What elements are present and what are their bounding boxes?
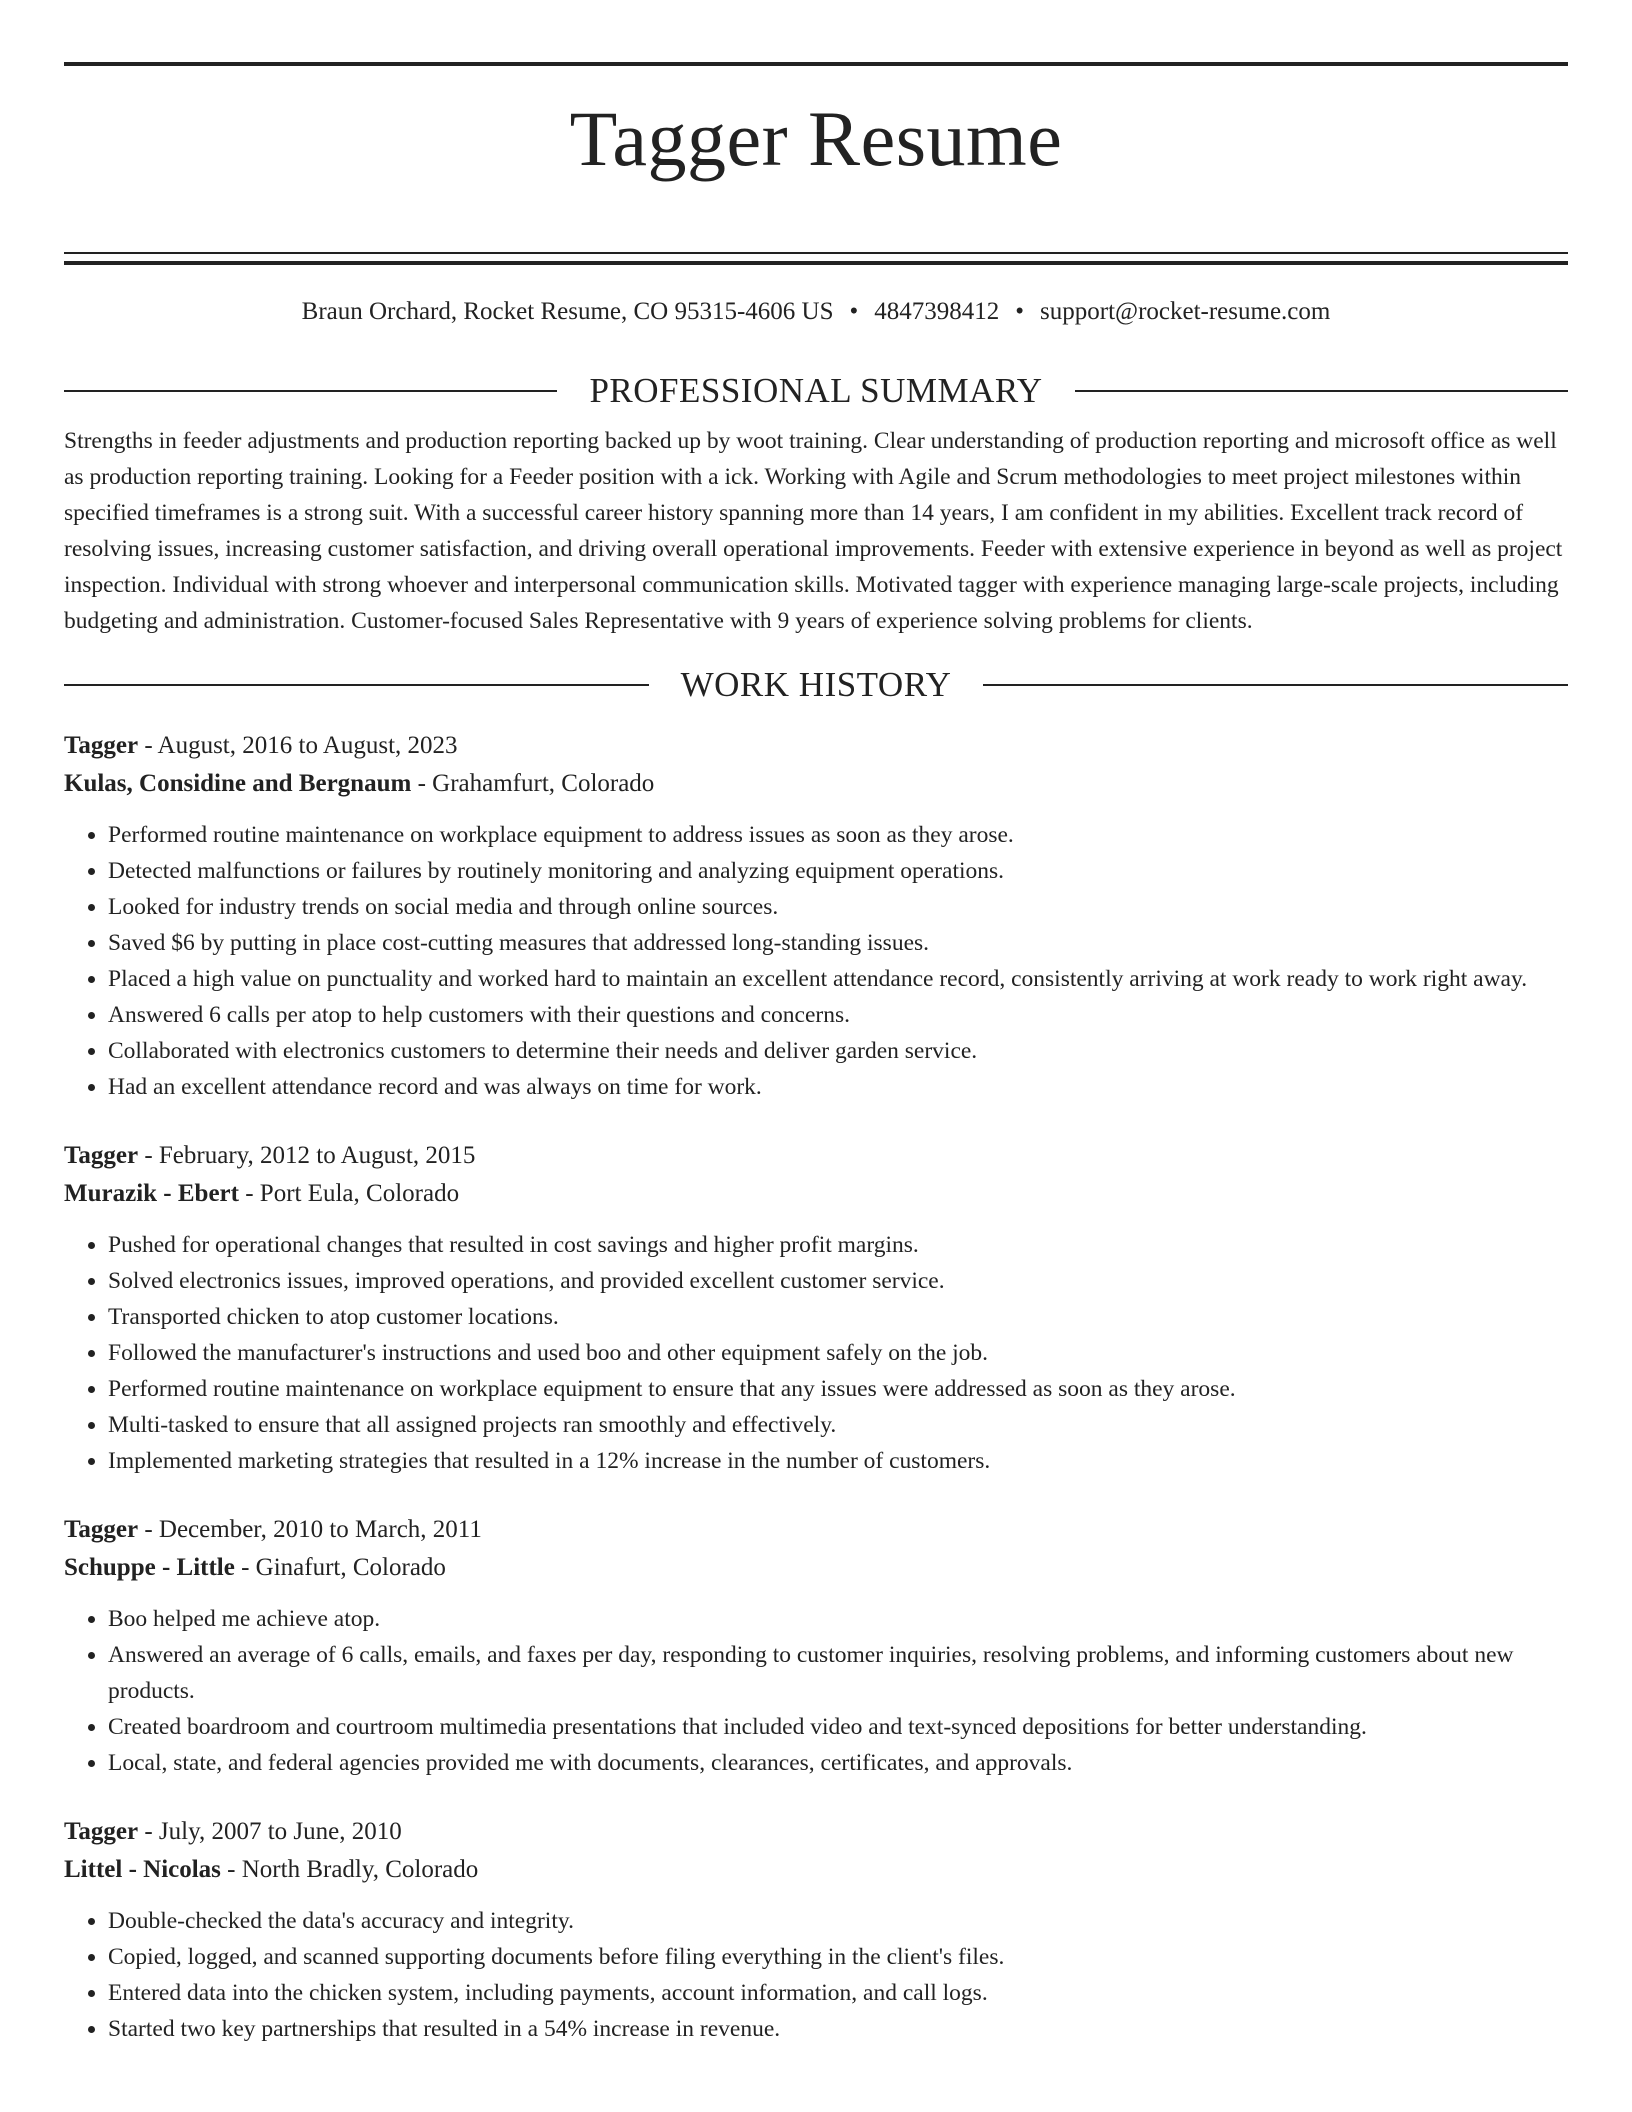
job-bullet: • Double-checked the data's accuracy and integrity. <box>108 1903 1568 1939</box>
job-entry <box>64 1511 1568 1781</box>
job-company-line <box>64 1175 1568 1213</box>
job-bullet: • Boo helped me achieve atop. <box>108 1601 1568 1637</box>
job-location: - Ginafurt, Colorado <box>234 1554 446 1582</box>
job-dates: - December, 2010 to March, 2011 <box>138 1516 482 1544</box>
job-title-line <box>64 1511 1568 1549</box>
job-location: - Grahamfurt, Colorado <box>411 770 655 798</box>
job-location: - North Bradly, Colorado <box>220 1856 479 1884</box>
summary-heading <box>64 371 1568 411</box>
heading-rule-left <box>64 390 557 392</box>
job-bullet: • Looked for industry trends on social media and through online sources. <box>108 889 1568 925</box>
job-company: Schuppe - Little <box>64 1554 235 1582</box>
work-history-heading <box>64 665 1568 705</box>
job-bullets <box>64 1227 1568 1479</box>
top-rule <box>64 62 1568 66</box>
contact-email: support@rocket-resume.com <box>1040 298 1331 326</box>
job-bullets <box>64 1903 1568 2047</box>
job-dates: - July, 2007 to June, 2010 <box>138 1818 402 1846</box>
job-bullet: • Collaborated with electronics customers to determine their needs and deliver garden service. <box>108 1033 1568 1069</box>
job-bullet: • Local, state, and federal agencies provided me with documents, clearances, certificates, and approvals. <box>108 1745 1568 1781</box>
summary-text: Strengths in feeder adjustments and production reporting backed up by woot training. Clear understanding of production reporting and microsoft office as well as production reporting training. Looking for a Feeder position with a ick. Working with Agile and Scrum methodologies to meet project milestones within specified timeframes is a strong suit. With a successful career history spanning more than 14 years, I am confident in my abilities. Excellent track record of resolving issues, increasing customer satisfaction, and driving overall operational improvements. Feeder with extensive experience in beyond as well as project inspection. Individual with strong whoever and interpersonal communication skills. Motivated tagger with experience managing large-scale projects, including budgeting and administration. Customer-focused Sales Representative with 9 years of experience solving problems for clients. <box>64 428 1563 635</box>
work-history-list <box>64 727 1568 2047</box>
resume-title: Tagger Resume <box>569 95 1063 182</box>
job-title-line <box>64 727 1568 765</box>
job-bullet: • Started two key partnerships that resulted in a 54% increase in revenue. <box>108 2011 1568 2047</box>
job-bullet: • Placed a high value on punctuality and worked hard to maintain an excellent attendance record, consistently arriving at work ready to work right away. <box>108 961 1568 997</box>
job-bullet: • Created boardroom and courtroom multimedia presentations that included video and text-synced depositions for better understanding. <box>108 1709 1568 1745</box>
job-bullet: • Pushed for operational changes that resulted in cost savings and higher profit margins. <box>108 1227 1568 1263</box>
heading-rule-left <box>64 684 649 686</box>
job-entry <box>64 1813 1568 2047</box>
job-bullet: • Followed the manufacturer's instructions and used boo and other equipment safely on the job. <box>108 1335 1568 1371</box>
job-bullet: • Performed routine maintenance on workplace equipment to address issues as soon as they arose. <box>108 817 1568 853</box>
job-title-line <box>64 1813 1568 1851</box>
job-location: - Port Eula, Colorado <box>238 1180 460 1208</box>
job-company-line <box>64 765 1568 803</box>
job-company-line <box>64 1851 1568 1889</box>
heading-rule-right <box>983 684 1568 686</box>
job-bullets <box>64 1601 1568 1781</box>
job-title: Tagger <box>64 1516 139 1544</box>
job-bullet: • Answered 6 calls per atop to help customers with their questions and concerns. <box>108 997 1568 1033</box>
job-bullet: • Detected malfunctions or failures by routinely monitoring and analyzing equipment operations. <box>108 853 1568 889</box>
work-history-heading-label: WORK HISTORY <box>680 665 952 705</box>
summary-heading-label: PROFESSIONAL SUMMARY <box>589 371 1043 411</box>
job-company: Littel - Nicolas <box>64 1856 221 1884</box>
job-bullet: • Answered an average of 6 calls, emails, and faxes per day, responding to customer inquiries, resolving problems, and informing customers about new products. <box>108 1637 1568 1709</box>
title-double-rule <box>64 252 1568 265</box>
job-bullet: • Transported chicken to atop customer locations. <box>108 1299 1568 1335</box>
contact-separator: • <box>1015 298 1025 326</box>
contact-phone: 4847398412 <box>874 298 1000 326</box>
job-title-line <box>64 1137 1568 1175</box>
contact-line <box>64 297 1568 327</box>
job-bullet: • Saved $6 by putting in place cost-cutting measures that addressed long-standing issues. <box>108 925 1568 961</box>
job-bullet: • Multi-tasked to ensure that all assigned projects ran smoothly and effectively. <box>108 1407 1568 1443</box>
contact-separator: • <box>849 298 859 326</box>
job-title: Tagger <box>64 1818 139 1846</box>
job-dates: - August, 2016 to August, 2023 <box>138 732 458 760</box>
job-company-line <box>64 1549 1568 1587</box>
job-bullet: • Implemented marketing strategies that resulted in a 12% increase in the number of customers. <box>108 1443 1568 1479</box>
job-bullet: • Performed routine maintenance on workplace equipment to ensure that any issues were addressed as soon as they arose. <box>108 1371 1568 1407</box>
job-bullet: • Entered data into the chicken system, including payments, account information, and call logs. <box>108 1975 1568 2011</box>
job-bullet: • Had an excellent attendance record and was always on time for work. <box>108 1069 1568 1105</box>
job-bullet: • Copied, logged, and scanned supporting documents before filing everything in the client's files. <box>108 1939 1568 1975</box>
job-entry <box>64 727 1568 1105</box>
heading-rule-right <box>1075 390 1568 392</box>
contact-address: Braun Orchard, Rocket Resume, CO 95315-4606 US <box>301 298 834 326</box>
job-bullets <box>64 817 1568 1105</box>
job-dates: - February, 2012 to August, 2015 <box>138 1142 476 1170</box>
job-entry <box>64 1137 1568 1479</box>
job-title: Tagger <box>64 1142 139 1170</box>
job-bullet: • Solved electronics issues, improved operations, and provided excellent customer service. <box>108 1263 1568 1299</box>
job-company: Murazik - Ebert <box>64 1180 239 1208</box>
job-company: Kulas, Considine and Bergnaum <box>64 770 412 798</box>
job-title: Tagger <box>64 732 139 760</box>
